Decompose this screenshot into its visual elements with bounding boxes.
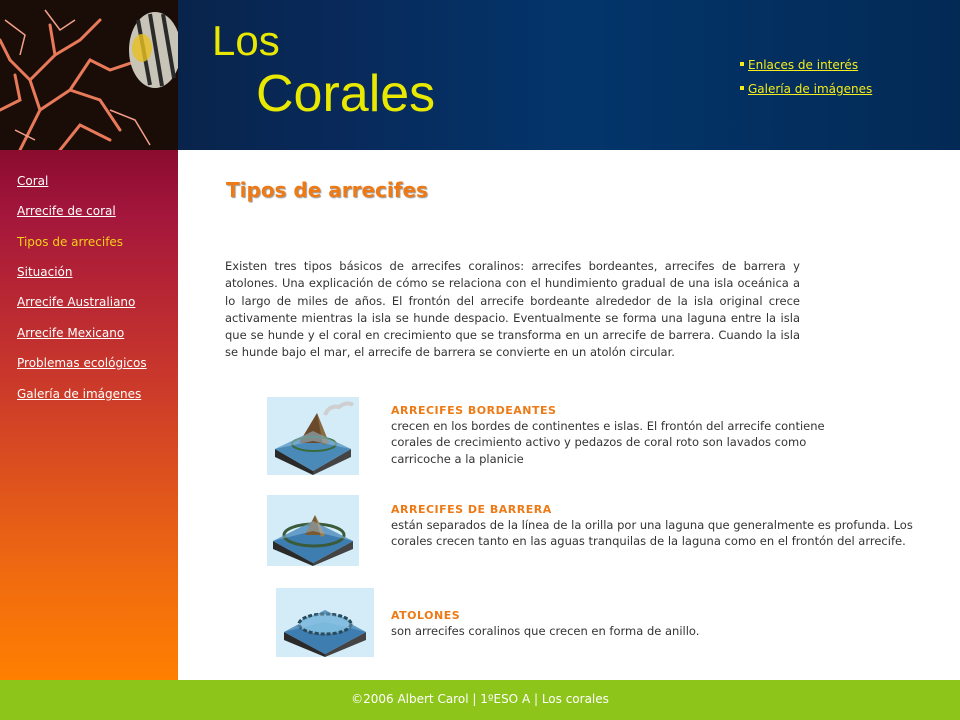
fringing-reef-image [267, 397, 359, 475]
reef-desc-barrera: están separados de la línea de la orilla por una laguna que generalmente es profunda. Los corales crecen tanto en las aguas tranquilas de la laguna como en el frontón del arrecife. [391, 518, 913, 549]
sidebar-item-arrecife-mexicano[interactable]: Arrecife Mexicano [17, 326, 125, 340]
link-enlaces-de-interes[interactable]: Enlaces de interés [740, 58, 872, 72]
link-galeria-de-imagenes[interactable]: Galería de imágenes [740, 82, 872, 96]
page-title: Tipos de arrecifes [226, 178, 428, 202]
sidebar-item-galeria-de-imagenes[interactable]: Galería de imágenes [17, 387, 142, 401]
reef-desc-atolones: son arrecifes coralinos que crecen en forma de anillo. [391, 624, 700, 638]
bullet-icon [740, 62, 744, 66]
reef-title-bordeantes: ARRECIFES BORDEANTES [391, 404, 557, 417]
sidebar-nav [0, 150, 178, 680]
atoll-image [276, 588, 374, 657]
barrier-reef-image [267, 495, 359, 566]
sidebar-item-problemas-ecologicos[interactable]: Problemas ecológicos [17, 356, 147, 370]
intro-paragraph: Existen tres tipos básicos de arrecifes coralinos: arrecifes bordeantes, arrecifes de barrera y atolones. Una explicación de cómo se relaciona con el hundimiento gradual de una isla oceánica a lo largo de miles de años. El frontón del arrecife bordeante alrededor de la isla original crece activamente mientras la isla se hunde despacio. Eventualmente se forma una laguna entre la isla que se hunde y el coral en crecimiento que se transforma en un arrecife de barrera. Cuando la isla se hunde bajo el mar, el arrecife de barrera se convierte en un atolón circular. [225, 259, 800, 360]
footer [0, 680, 960, 720]
sidebar-item-situacion[interactable]: Situación [17, 265, 73, 279]
header-links [740, 58, 872, 106]
bullet-icon [740, 86, 744, 90]
site-title-line2: Corales [256, 65, 436, 123]
site-title-line1: Los [212, 17, 280, 64]
reef-desc-bordeantes: crecen en los bordes de continentes e islas. El frontón del arrecife contiene corales de crecimiento activo y pedazos de coral roto son lavados como carricoche a la planicie [391, 419, 825, 466]
sidebar-item-arrecife-de-coral[interactable]: Arrecife de coral [17, 204, 116, 218]
header-banner [0, 0, 960, 150]
footer-text: ©2006 Albert Carol | 1ºESO A | Los corales [351, 692, 609, 706]
sidebar-item-coral[interactable]: Coral [17, 174, 49, 188]
reef-title-barrera: ARRECIFES DE BARRERA [391, 503, 552, 516]
sidebar-item-arrecife-australiano[interactable]: Arrecife Australiano [17, 295, 136, 309]
sidebar-item-tipos-de-arrecifes[interactable]: Tipos de arrecifes [17, 235, 124, 249]
reef-title-atolones: ATOLONES [391, 609, 461, 622]
coral-fish-photo [0, 0, 178, 150]
